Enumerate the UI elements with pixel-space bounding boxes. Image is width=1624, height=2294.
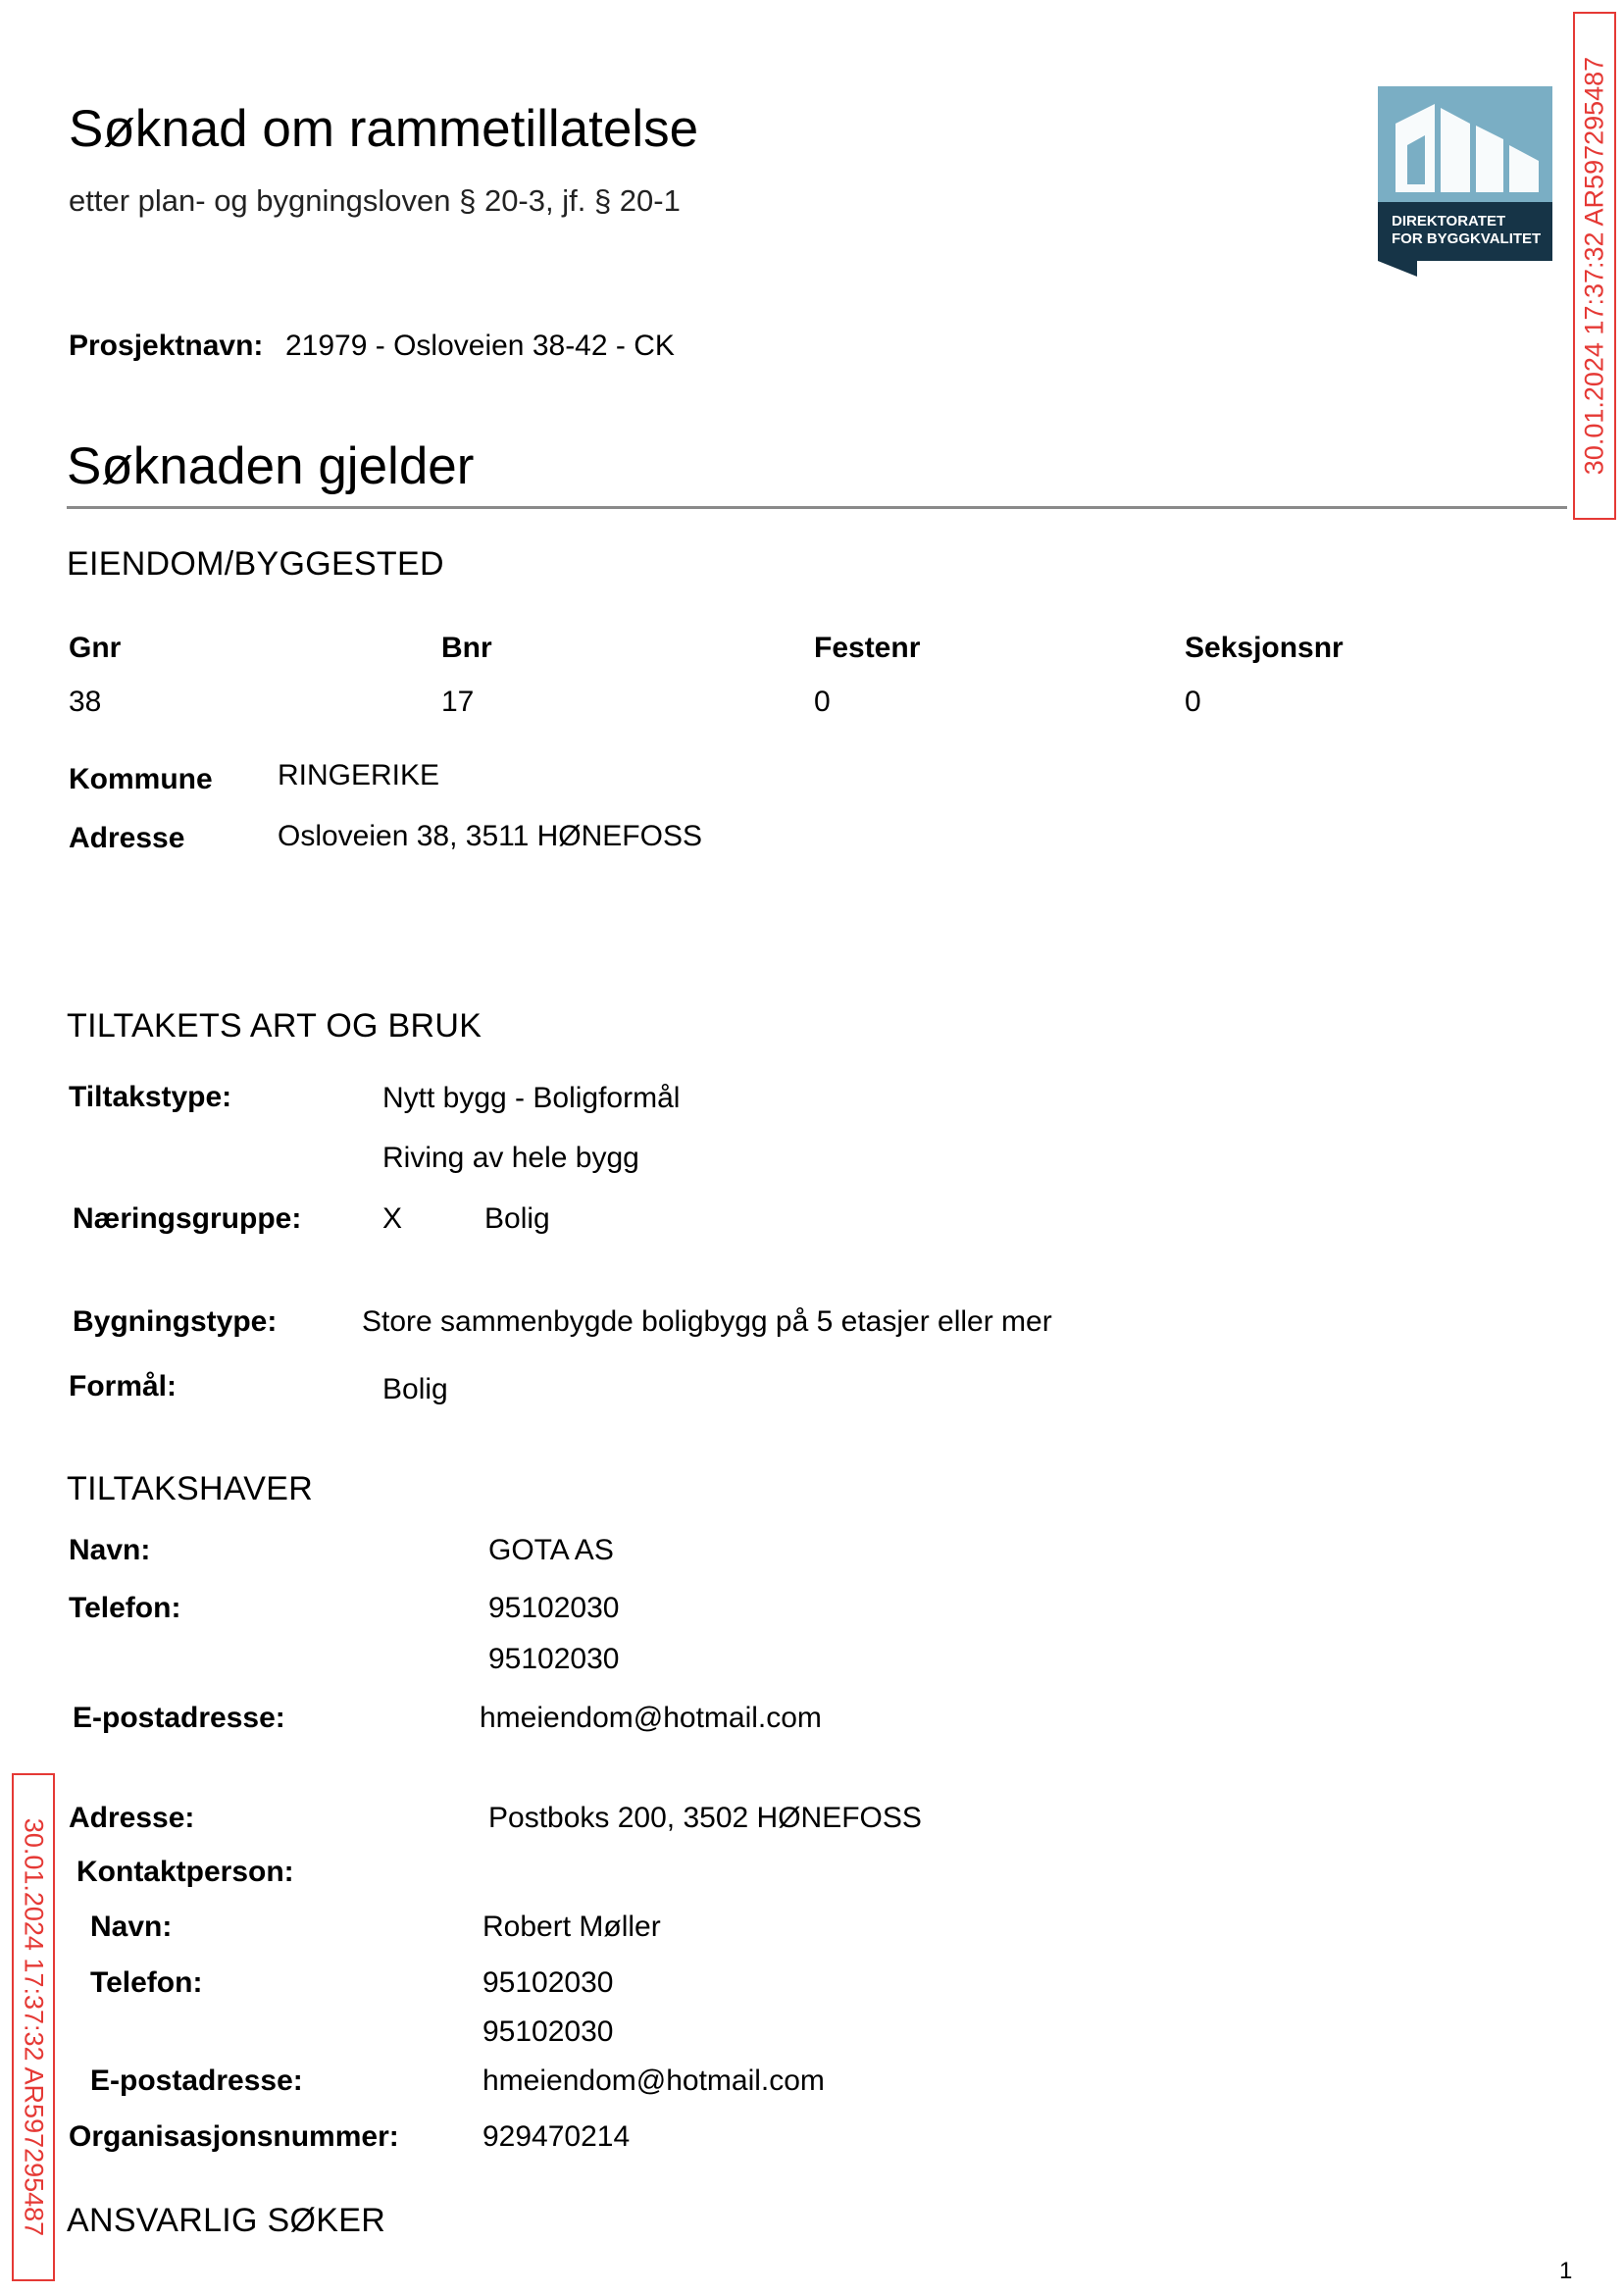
- bygningstype-value: Store sammenbygde boligbygg på 5 etasjer eller mer: [362, 1305, 1052, 1338]
- kontakt-navn-value: Robert Møller: [482, 1911, 661, 1943]
- tiltakshaver-telefon-1: 95102030: [488, 1592, 620, 1624]
- kontakt-navn-label: Navn:: [90, 1911, 173, 1943]
- adresse-value: Osloveien 38, 3511 HØNEFOSS: [278, 820, 702, 852]
- bnr-label: Bnr: [441, 632, 492, 664]
- tiltakshaver-adresse-value: Postboks 200, 3502 HØNEFOSS: [488, 1802, 922, 1834]
- orgnr-label: Organisasjonsnummer:: [69, 2120, 399, 2153]
- tiltakshaver-navn-label: Navn:: [69, 1534, 151, 1566]
- heading-ansvarlig-soker: ANSVARLIG SØKER: [67, 2202, 386, 2239]
- festenr-label: Festenr: [814, 632, 921, 664]
- tiltakstype-value-1: Nytt bygg - Boligformål: [382, 1082, 681, 1114]
- document-title: Søknad om rammetillatelse: [69, 100, 699, 158]
- timestamp-stamp-right: [1573, 12, 1616, 520]
- naeringsgruppe-value: Bolig: [484, 1202, 550, 1235]
- logo-text-1: DIREKTORATET: [1392, 213, 1506, 229]
- tiltakshaver-telefon-2: 95102030: [488, 1643, 620, 1675]
- project-label: Prosjektnavn:: [69, 330, 264, 362]
- page-number: 1: [1559, 2258, 1573, 2284]
- tiltakshaver-epost-value: hmeiendom@hotmail.com: [480, 1702, 822, 1734]
- tiltakshaver-navn-value: GOTA AS: [488, 1534, 614, 1566]
- seksjonsnr-value: 0: [1185, 686, 1201, 718]
- document-subtitle: etter plan- og bygningsloven § 20-3, jf. § 20-1: [69, 183, 681, 218]
- kontakt-telefon-1: 95102030: [482, 1966, 614, 1999]
- tiltakshaver-epost-label: E-postadresse:: [73, 1702, 285, 1734]
- formal-label: Formål:: [69, 1370, 178, 1402]
- logo-building-icon: [1378, 86, 1552, 277]
- seksjonsnr-label: Seksjonsnr: [1185, 632, 1344, 664]
- stamp-text-right: 30.01.2024 17:37:32 AR597295487: [1579, 56, 1609, 476]
- tiltakstype-value-2: Riving av hele bygg: [382, 1142, 639, 1174]
- naeringsgruppe-label: Næringsgruppe:: [73, 1202, 302, 1235]
- project-value: 21979 - Osloveien 38-42 - CK: [285, 330, 675, 362]
- naeringsgruppe-code: X: [382, 1202, 403, 1235]
- dibk-logo: [1378, 86, 1552, 277]
- kontakt-epost-label: E-postadresse:: [90, 2065, 303, 2097]
- kommune-value: RINGERIKE: [278, 759, 440, 791]
- heading-eiendom: EIENDOM/BYGGESTED: [67, 545, 444, 583]
- heading-tiltakshaver: TILTAKSHAVER: [67, 1470, 314, 1507]
- section-heading-soknaden: Søknaden gjelder: [67, 437, 475, 495]
- stamp-text-left: 30.01.2024 17:37:32 AR597295487: [19, 1817, 49, 2237]
- tiltakshaver-adresse-label: Adresse:: [69, 1802, 195, 1834]
- gnr-value: 38: [69, 686, 102, 718]
- logo-text-2: FOR BYGGKVALITET: [1392, 230, 1542, 247]
- tiltakshaver-telefon-label: Telefon:: [69, 1592, 181, 1624]
- formal-value: Bolig: [382, 1373, 448, 1405]
- adresse-label: Adresse: [69, 822, 185, 854]
- gnr-label: Gnr: [69, 632, 122, 664]
- kommune-label: Kommune: [69, 763, 213, 795]
- orgnr-value: 929470214: [482, 2120, 631, 2153]
- bnr-value: 17: [441, 686, 475, 718]
- festenr-value: 0: [814, 686, 831, 718]
- kontakt-epost-value: hmeiendom@hotmail.com: [482, 2065, 825, 2097]
- timestamp-stamp-left: [12, 1773, 55, 2281]
- kontakt-telefon-label: Telefon:: [90, 1966, 203, 1999]
- tiltakstype-label: Tiltakstype:: [69, 1081, 232, 1113]
- kontakt-telefon-2: 95102030: [482, 2015, 614, 2048]
- kontaktperson-label: Kontaktperson:: [76, 1856, 294, 1888]
- section-divider: [67, 506, 1567, 509]
- heading-tiltak: TILTAKETS ART OG BRUK: [67, 1007, 482, 1045]
- bygningstype-label: Bygningstype:: [73, 1305, 278, 1338]
